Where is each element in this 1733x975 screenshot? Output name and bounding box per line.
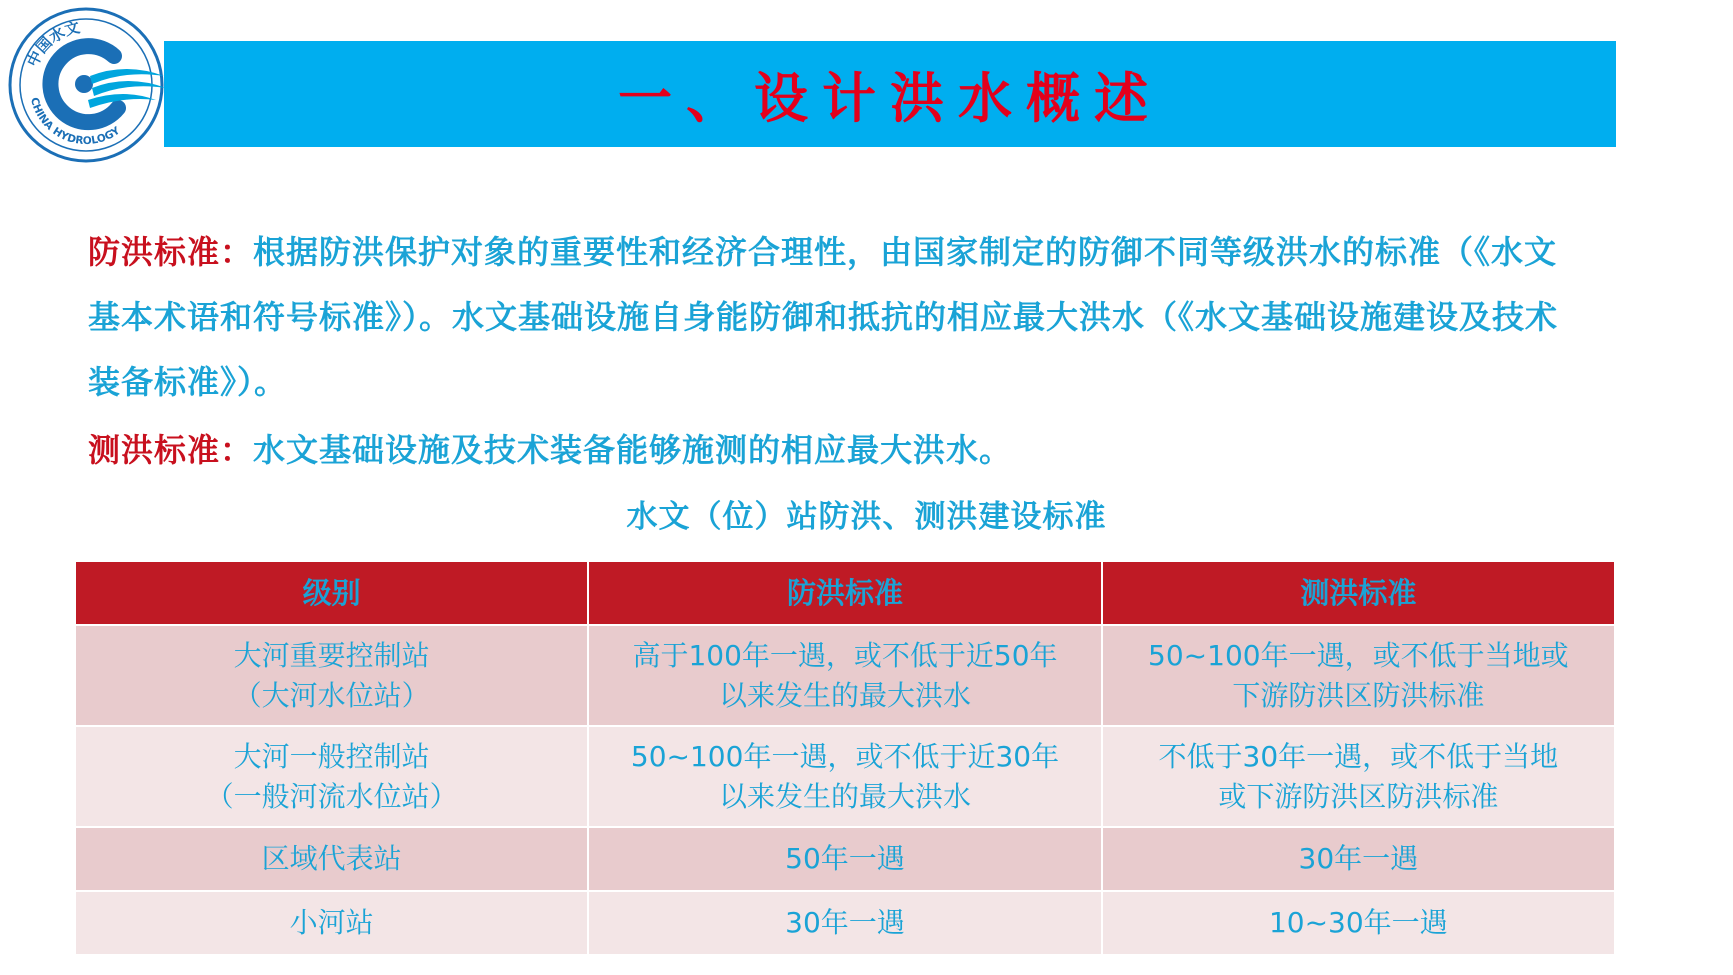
cell-flood-measure: 不低于30年一遇，或不低于当地 或下游防洪区防洪标准 — [1102, 726, 1615, 827]
cell-flood-control: 高于100年一遇，或不低于近50年 以来发生的最大洪水 — [588, 625, 1101, 726]
table-row — [75, 625, 1615, 726]
table-row — [75, 891, 1615, 955]
flood-measure-text: 水文基础设施及技术装备能够施测的相应最大洪水。 — [253, 431, 1013, 469]
flood-control-text: 根据防洪保护对象的重要性和经济合理性，由国家制定的防御不同等级洪水的标准（《水文基本术语和符号标准》）。水文基础设施自身能防御和抵抗的相应最大洪水（《水文基础设施建设及技术装备标准》）。 — [88, 233, 1559, 401]
svg-text:CHINA HYDROLOGY: CHINA HYDROLOGY — [27, 96, 123, 148]
cell-flood-measure: 10~30年一遇 — [1102, 891, 1615, 955]
cell-level: 小河站 — [75, 891, 588, 955]
cell-flood-measure: 30年一遇 — [1102, 827, 1615, 891]
header-level: 级别 — [75, 561, 588, 625]
flood-measure-label: 测洪标准： — [88, 431, 254, 469]
standards-table — [74, 560, 1616, 956]
cell-level: 区域代表站 — [75, 827, 588, 891]
flood-control-label: 防洪标准： — [88, 233, 254, 271]
cell-flood-measure: 50~100年一遇，或不低于当地或 下游防洪区防洪标准 — [1102, 625, 1615, 726]
cell-flood-control: 50年一遇 — [588, 827, 1101, 891]
table-row — [75, 827, 1615, 891]
table-caption: 水文（位）站防洪、测洪建设标准 — [626, 499, 1107, 535]
flood-control-definition — [88, 220, 1588, 415]
china-hydrology-logo — [6, 4, 166, 166]
svg-text:中国水文: 中国水文 — [23, 18, 82, 70]
page-title: 一、设计洪水概述 — [618, 65, 1162, 130]
cell-flood-control: 50~100年一遇，或不低于近30年 以来发生的最大洪水 — [588, 726, 1101, 827]
cell-flood-control: 30年一遇 — [588, 891, 1101, 955]
table-header-row — [75, 561, 1615, 625]
flood-measure-definition — [88, 418, 1588, 483]
cell-level: 大河重要控制站 （大河水位站） — [75, 625, 588, 726]
header-flood-measure: 测洪标准 — [1102, 561, 1615, 625]
header-flood-control: 防洪标准 — [588, 561, 1101, 625]
title-bar — [164, 41, 1616, 147]
cell-level: 大河一般控制站 （一般河流水位站） — [75, 726, 588, 827]
table-row — [75, 726, 1615, 827]
